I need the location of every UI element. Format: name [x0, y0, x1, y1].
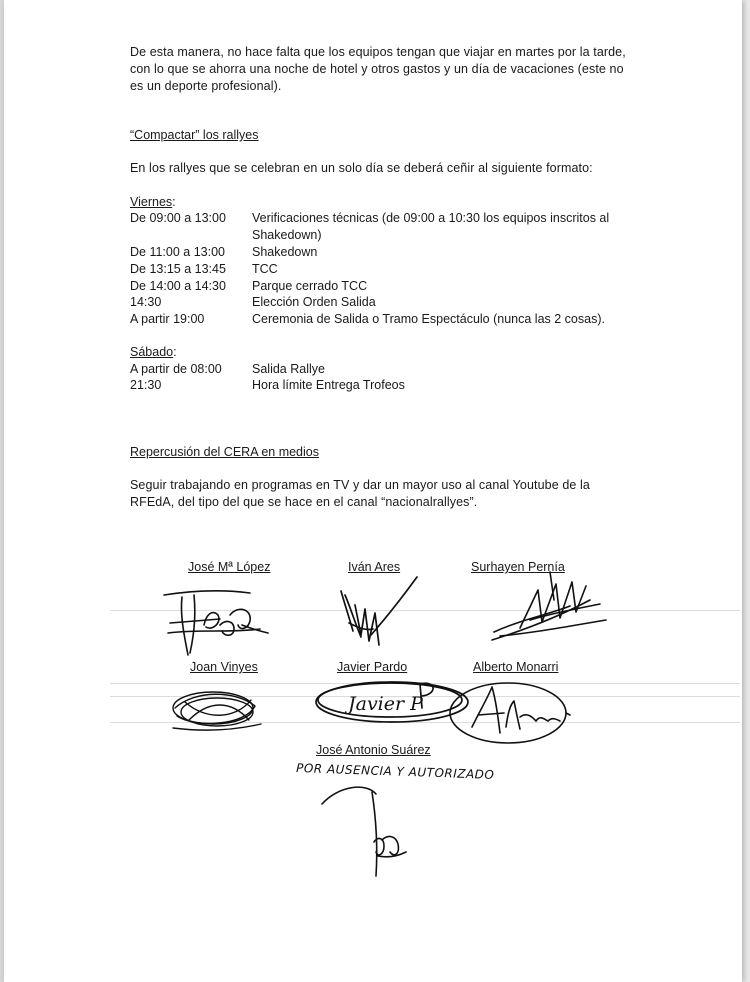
day-label-sabado: Sábado:: [130, 345, 177, 359]
handwritten-note-text: POR AUSENCIA Y AUTORIZADO: [295, 761, 495, 782]
section-heading-medios: Repercusión del CERA en medios: [130, 445, 319, 459]
schedule-time: 14:30: [130, 295, 162, 309]
signatory-name: Surhayen Pernía: [471, 560, 565, 574]
intro-paragraph: De esta manera, no hace falta que los equipos tengan que viajar en martes por la tarde, con lo que se ahorra una noche de hotel y otros gastos y un día de vacaciones (este no es un deporte profesional).: [130, 45, 626, 93]
signature-jose-antonio-suarez: [318, 782, 418, 882]
signatory-name: Javier Pardo: [337, 660, 408, 674]
section-heading-compactar: “Compactar” los rallyes: [130, 128, 259, 142]
schedule-desc: Shakedown: [252, 245, 318, 259]
schedule-time: 21:30: [130, 378, 162, 392]
section-intro-compactar: En los rallyes que se celebran en un solo día se deberá ceñir al siguiente formato:: [130, 161, 593, 175]
schedule-time: De 13:15 a 13:45: [130, 262, 226, 276]
day-label-viernes: Viernes:: [130, 195, 176, 209]
signature-joan-vinyes: [165, 680, 270, 745]
schedule-time: A partir de 08:00: [130, 362, 222, 376]
schedule-time: A partir 19:00: [130, 312, 205, 326]
handwritten-note: [290, 752, 510, 782]
schedule-desc: Ceremonia de Salida o Tramo Espectáculo (nunca las 2 cosas).: [252, 312, 605, 326]
schedule-time: De 09:00 a 13:00: [130, 211, 226, 225]
signature-handwriting-pardo: Javier P: [348, 693, 423, 715]
signatory-name: Iván Ares: [348, 560, 401, 574]
signatory-name: José Mª López: [188, 560, 271, 574]
signatory-name: José Antonio Suárez: [316, 743, 431, 757]
signature-ivan-ares: [335, 575, 425, 660]
day-label-text: Sábado: [130, 345, 174, 359]
schedule-desc: TCC: [252, 262, 278, 276]
day-label-text: Viernes: [130, 195, 173, 209]
signature-alberto-monarri: [448, 677, 578, 747]
section-body-medios: Seguir trabajando en programas en TV y dar un mayor uso al canal Youtube de la RFEdA, del tipo del que se hace en el canal “nacionalrallyes”.: [130, 478, 590, 509]
schedule-desc: Verificaciones técnicas (de 09:00 a 10:30 los equipos inscritos al Shakedown): [252, 211, 610, 242]
schedule-desc: Hora límite Entrega Trofeos: [252, 378, 405, 392]
schedule-time: De 11:00 a 13:00: [130, 245, 225, 259]
schedule-desc: Salida Rallye: [252, 362, 325, 376]
signatory-name: Alberto Monarri: [473, 660, 559, 674]
signature-jose-ma-lopez: [160, 585, 275, 660]
signatory-name: Joan Vinyes: [190, 660, 258, 674]
schedule-desc: Parque cerrado TCC: [252, 279, 368, 293]
schedule-time: De 14:00 a 14:30: [130, 279, 226, 293]
schedule-desc: Elección Orden Salida: [252, 295, 376, 309]
signature-surhayen-pernia: [490, 570, 610, 650]
